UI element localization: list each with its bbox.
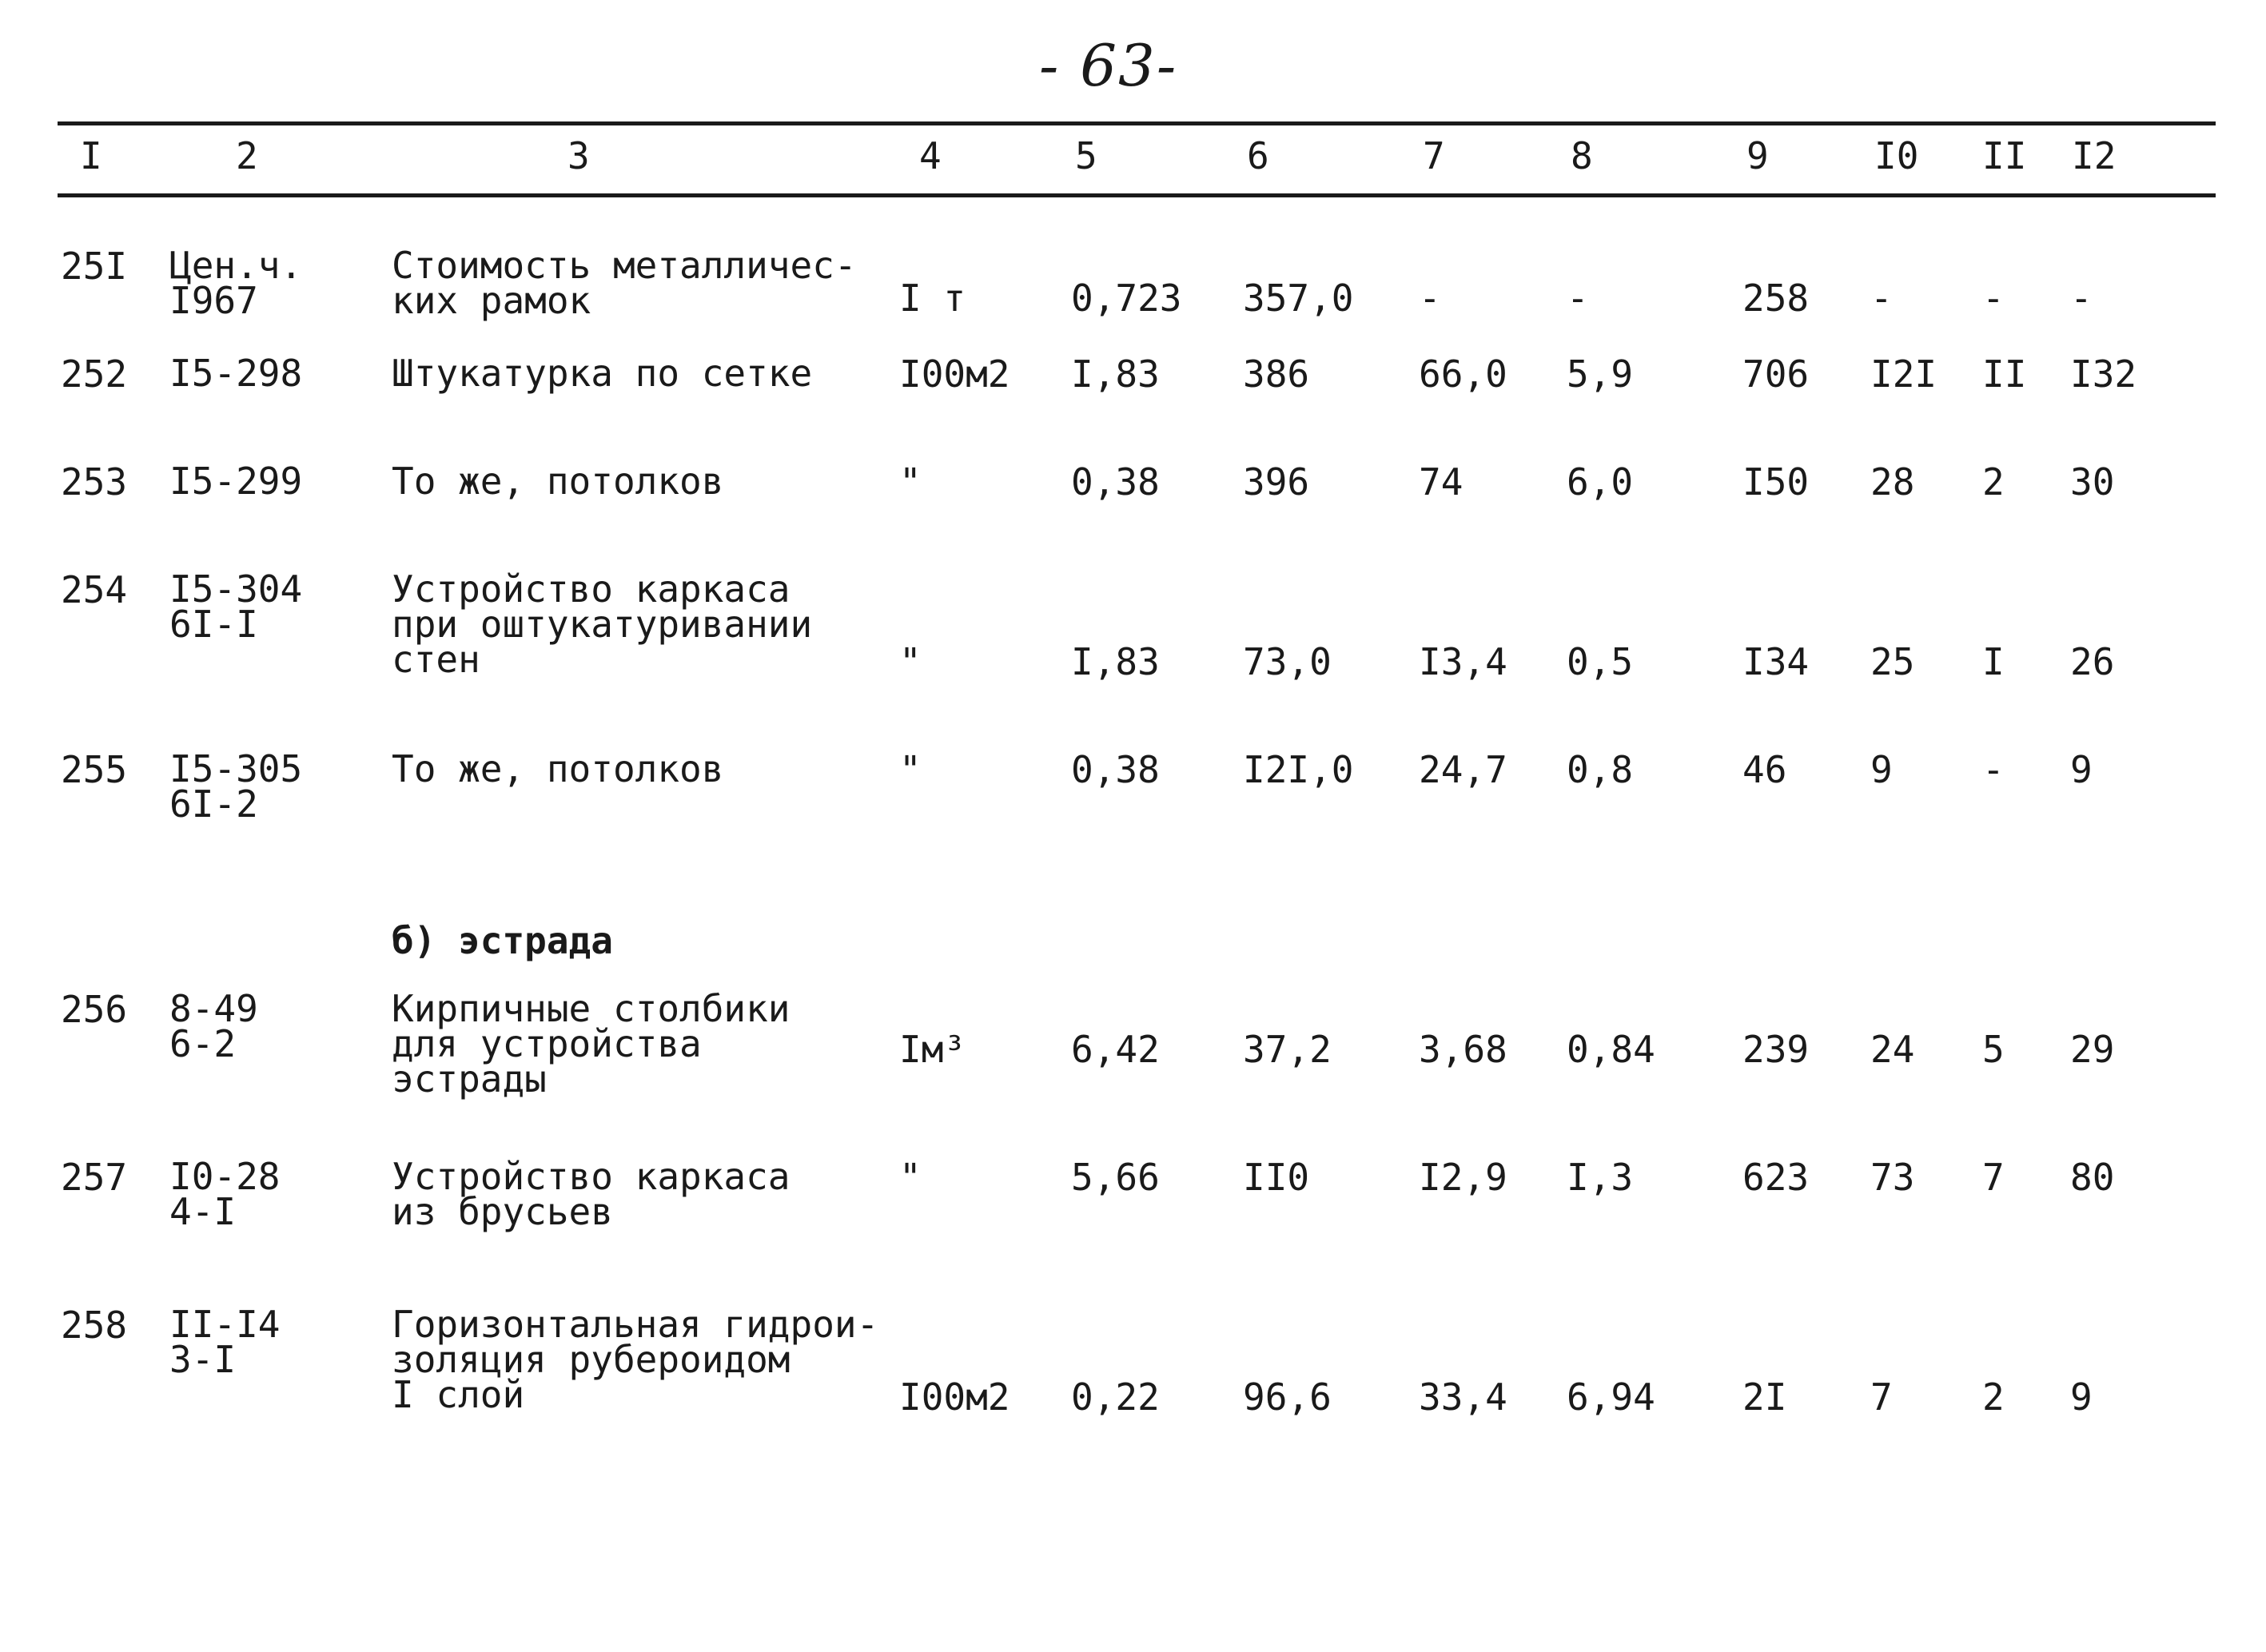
row-number: 256 <box>61 988 128 1031</box>
work-description: Кирпичные столбики для устройства эстрады <box>392 987 791 1101</box>
column-header: 7 <box>1423 134 1445 177</box>
unit-cost: 386 <box>1243 352 1310 396</box>
column-header: II <box>1982 134 2027 177</box>
norm-code: I5-299 <box>169 460 303 503</box>
row-number: 252 <box>61 352 128 396</box>
total-machine: 7 <box>1982 1156 2005 1199</box>
total-col12: 30 <box>2070 460 2115 504</box>
row-number: 254 <box>61 568 128 611</box>
machine-cost: 0,8 <box>1567 748 1634 791</box>
quantity: 6,42 <box>1071 1028 1160 1071</box>
norm-code: I0-28 4-I <box>169 1155 281 1233</box>
section-label: б) эстрада <box>392 919 613 962</box>
total-wage: I2I <box>1870 352 1937 396</box>
wage-cost: - <box>1419 277 1441 320</box>
norm-code: I5-298 <box>169 352 303 395</box>
work-description: Горизонтальная гидрои- золяция рубероидом I слой <box>392 1303 879 1416</box>
unit-cost: I2I,0 <box>1243 748 1354 791</box>
work-description: То же, потолков <box>392 747 724 790</box>
total-cost: 2I <box>1742 1375 1787 1419</box>
wage-cost: 3,68 <box>1419 1028 1507 1071</box>
table-header-rule <box>58 193 2216 197</box>
unit: " <box>899 460 922 504</box>
column-header: 2 <box>236 134 258 177</box>
machine-cost: 6,0 <box>1567 460 1634 504</box>
column-header: I0 <box>1874 134 1919 177</box>
total-wage: 28 <box>1870 460 1915 504</box>
quantity: 0,38 <box>1071 460 1160 504</box>
wage-cost: 66,0 <box>1419 352 1507 396</box>
total-cost: 239 <box>1742 1028 1810 1071</box>
total-col12: 29 <box>2070 1028 2115 1071</box>
unit: I00м2 <box>899 1375 1010 1419</box>
total-machine: - <box>1982 277 2005 320</box>
page-number: - 63- <box>1039 32 1178 99</box>
norm-code: II-I4 3-I <box>169 1303 281 1381</box>
unit-cost: 37,2 <box>1243 1028 1332 1071</box>
unit: " <box>899 640 922 683</box>
row-number: 257 <box>61 1156 128 1199</box>
column-header: 5 <box>1075 134 1097 177</box>
work-description: Стоимость металличес- ких рамок <box>392 244 857 322</box>
total-col12: 80 <box>2070 1156 2115 1199</box>
row-number: 258 <box>61 1304 128 1347</box>
column-header: 3 <box>567 134 590 177</box>
total-wage: 9 <box>1870 748 1893 791</box>
total-col12: - <box>2070 277 2093 320</box>
total-wage: - <box>1870 277 1893 320</box>
quantity: 5,66 <box>1071 1156 1160 1199</box>
total-cost: 258 <box>1742 277 1810 320</box>
quantity: I,83 <box>1071 640 1160 683</box>
quantity: 0,723 <box>1071 277 1182 320</box>
unit: " <box>899 748 922 791</box>
unit-cost: 357,0 <box>1243 277 1354 320</box>
unit-cost: 396 <box>1243 460 1310 504</box>
norm-code: I5-304 6I-I <box>169 567 303 646</box>
machine-cost: 5,9 <box>1567 352 1634 396</box>
column-header: I <box>80 134 102 177</box>
total-cost: 46 <box>1742 748 1787 791</box>
total-wage: 7 <box>1870 1375 1893 1419</box>
work-description: Устройство каркаса из брусьев <box>392 1155 791 1233</box>
quantity: 0,38 <box>1071 748 1160 791</box>
total-machine: 2 <box>1982 1375 2005 1419</box>
work-description: Устройство каркаса при оштукатуривании стен <box>392 567 813 681</box>
norm-code: 8-49 6-2 <box>169 987 258 1065</box>
machine-cost: 0,84 <box>1567 1028 1655 1071</box>
wage-cost: I3,4 <box>1419 640 1507 683</box>
total-machine: - <box>1982 748 2005 791</box>
column-header: 6 <box>1247 134 1269 177</box>
unit: Iм³ <box>899 1028 966 1071</box>
row-number: 255 <box>61 748 128 791</box>
quantity: 0,22 <box>1071 1375 1160 1419</box>
total-col12: 9 <box>2070 748 2093 791</box>
total-machine: 5 <box>1982 1028 2005 1071</box>
norm-code: Цен.ч. I967 <box>169 244 303 322</box>
total-col12: 26 <box>2070 640 2115 683</box>
unit: I00м2 <box>899 352 1010 396</box>
machine-cost: - <box>1567 277 1589 320</box>
total-cost: 623 <box>1742 1156 1810 1199</box>
norm-code: I5-305 6I-2 <box>169 747 303 826</box>
unit-cost: 96,6 <box>1243 1375 1332 1419</box>
total-wage: 24 <box>1870 1028 1915 1071</box>
column-header: 9 <box>1746 134 1769 177</box>
unit: " <box>899 1156 922 1199</box>
quantity: I,83 <box>1071 352 1160 396</box>
total-cost: I34 <box>1742 640 1810 683</box>
unit-cost: II0 <box>1243 1156 1310 1199</box>
total-wage: 25 <box>1870 640 1915 683</box>
column-header: I2 <box>2072 134 2117 177</box>
wage-cost: 74 <box>1419 460 1464 504</box>
wage-cost: 33,4 <box>1419 1375 1507 1419</box>
total-machine: 2 <box>1982 460 2005 504</box>
unit: I т <box>899 277 966 320</box>
work-description: Штукатурка по сетке <box>392 352 813 395</box>
total-col12: 9 <box>2070 1375 2093 1419</box>
total-col12: I32 <box>2070 352 2137 396</box>
row-number: 253 <box>61 460 128 504</box>
machine-cost: 0,5 <box>1567 640 1634 683</box>
unit-cost: 73,0 <box>1243 640 1332 683</box>
table-top-rule <box>58 121 2216 125</box>
wage-cost: 24,7 <box>1419 748 1507 791</box>
column-header: 8 <box>1571 134 1593 177</box>
wage-cost: I2,9 <box>1419 1156 1507 1199</box>
total-cost: I50 <box>1742 460 1810 504</box>
machine-cost: I,3 <box>1567 1156 1634 1199</box>
total-cost: 706 <box>1742 352 1810 396</box>
column-header: 4 <box>919 134 942 177</box>
total-machine: I <box>1982 640 2005 683</box>
work-description: То же, потолков <box>392 460 724 503</box>
machine-cost: 6,94 <box>1567 1375 1655 1419</box>
total-machine: II <box>1982 352 2027 396</box>
row-number: 25I <box>61 245 128 288</box>
total-wage: 73 <box>1870 1156 1915 1199</box>
